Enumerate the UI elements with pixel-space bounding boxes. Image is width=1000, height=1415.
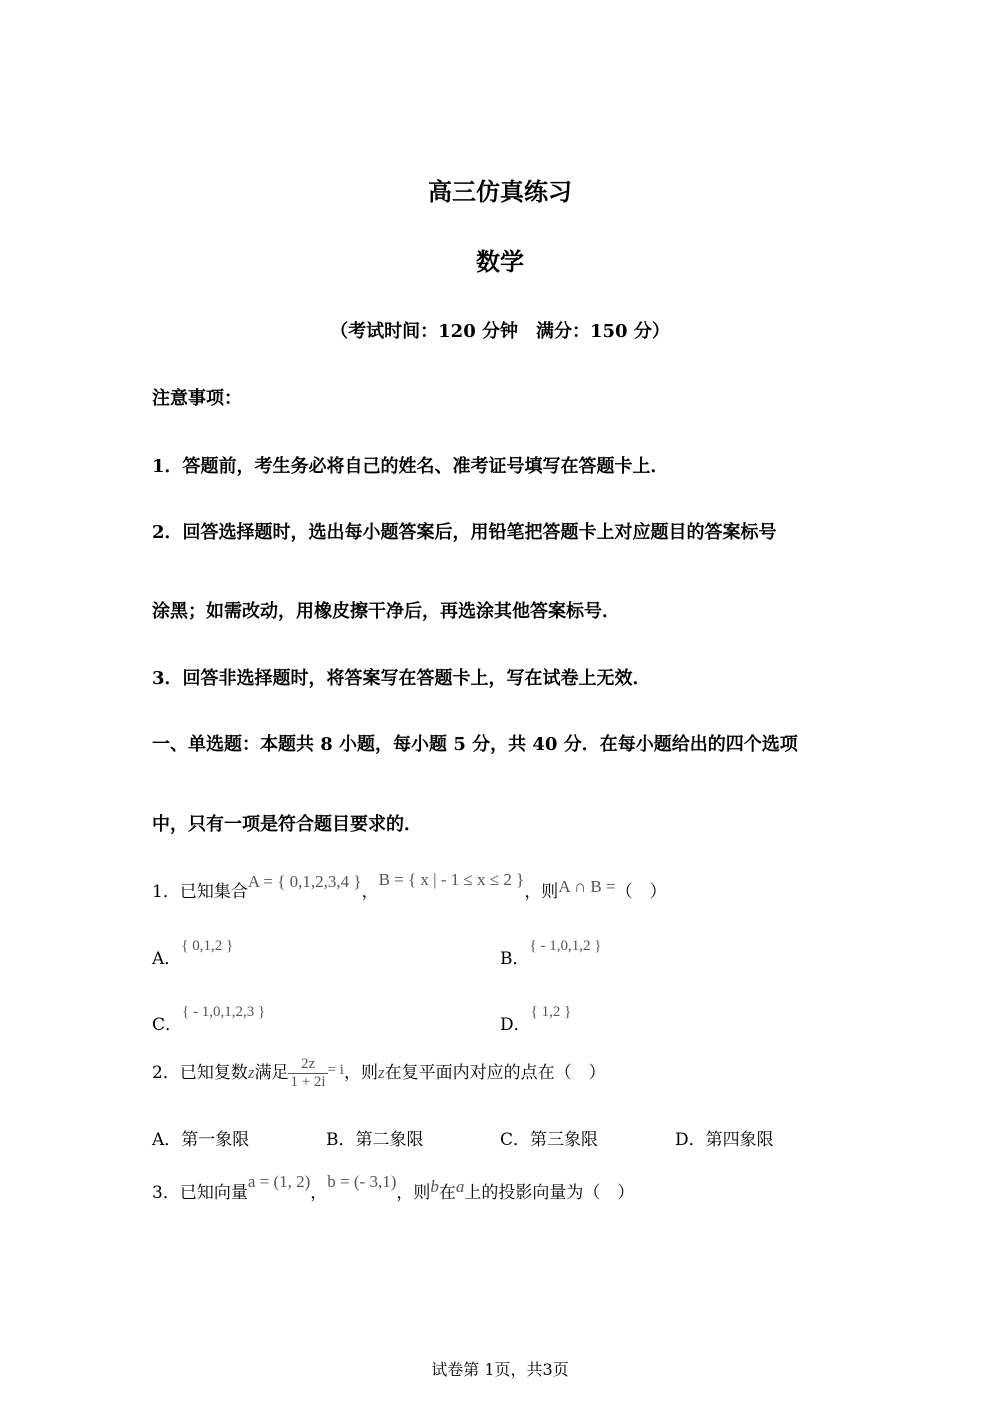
q1-option-c[interactable] <box>152 1004 266 1035</box>
answer-blank: （ ） <box>615 882 667 902</box>
intersection-formula: A ∩ B = <box>558 877 616 896</box>
section-heading-line-1: 一、单选题：本题共 8 小题，每小题 5 分，共 40 分．在每小题给出的四个选项 <box>152 734 798 755</box>
exam-info: （考试时间：120 分钟 满分：150 分） <box>330 321 670 342</box>
vector-b-formula: b = (- 3,1) <box>327 1172 397 1191</box>
on-text: 在 <box>438 1183 456 1203</box>
equals-i: = i <box>327 1062 344 1078</box>
notice-item-2-line-1: 2．回答选择题时，选出每小题答案后，用铅笔把答题卡上对应题目的答案标号 <box>152 522 777 543</box>
question-3-prefix: 3．已知向量 <box>152 1183 248 1203</box>
question-3 <box>152 1172 635 1203</box>
question-2 <box>152 1056 606 1091</box>
notice-item-1: 1．答题前，考生务必将自己的姓名、准考证号填写在答题卡上． <box>152 456 669 477</box>
q2-option-d[interactable]: D．第四象限 <box>675 1130 774 1150</box>
variable-z: z <box>377 1063 385 1082</box>
notice-heading: 注意事项： <box>152 388 242 409</box>
option-label: A． <box>152 949 182 969</box>
option-formula: { 1,2 } <box>530 1004 572 1020</box>
question-1 <box>152 870 667 902</box>
vector-b-symbol: b <box>430 1177 439 1196</box>
subject-title: 数学 <box>476 247 524 276</box>
then-text: ，则 <box>524 882 559 902</box>
q2-option-c[interactable]: C．第三象限 <box>500 1130 599 1150</box>
q2-option-a[interactable]: A．第一象限 <box>152 1130 250 1150</box>
separator: ， <box>310 1183 328 1203</box>
question-2-prefix: 2．已知复数 <box>152 1063 248 1083</box>
vector-a-symbol: a <box>455 1177 465 1196</box>
q1-option-b[interactable] <box>500 938 602 969</box>
then-text: ，则 <box>343 1063 378 1083</box>
exam-title: 高三仿真练习 <box>428 177 572 206</box>
option-formula: { - 1,0,1,2,3 } <box>182 1004 266 1020</box>
notice-item-2-line-2: 涂黑；如需改动，用橡皮擦干净后，再选涂其他答案标号． <box>152 601 620 622</box>
variable-z: z <box>247 1063 255 1082</box>
q1-option-d[interactable] <box>500 1004 572 1035</box>
satisfy-text: 满足 <box>254 1063 289 1083</box>
option-label: C． <box>152 1015 183 1035</box>
q1-option-a[interactable] <box>152 938 234 969</box>
option-formula: { - 1,0,1,2 } <box>529 938 602 954</box>
option-formula: { 0,1,2 } <box>181 938 234 954</box>
fraction-numerator: 2z <box>288 1056 327 1074</box>
option-label: B． <box>500 949 530 969</box>
page-footer: 试卷第 1页，共3页 <box>431 1360 569 1379</box>
notice-item-3: 3．回答非选择题时，将答案写在答题卡上，写在试卷上无效． <box>152 668 651 689</box>
question-2-suffix: 在复平面内对应的点在（ ） <box>384 1063 606 1083</box>
separator: ， <box>361 882 379 902</box>
q2-option-b[interactable]: B．第二象限 <box>326 1130 424 1150</box>
fraction-formula <box>288 1056 327 1091</box>
set-a-formula: A = { 0,1,2,3,4 } <box>247 872 362 891</box>
vector-a-formula: a = (1, 2) <box>247 1172 311 1191</box>
question-3-suffix: 上的投影向量为（ ） <box>464 1183 635 1203</box>
option-label: D． <box>500 1015 531 1035</box>
then-text: ，则 <box>396 1183 431 1203</box>
set-b-formula: B = { x | - 1 ≤ x ≤ 2 } <box>378 870 525 889</box>
fraction-denominator: 1 + 2i <box>290 1074 326 1090</box>
section-heading-line-2: 中，只有一项是符合题目要求的． <box>152 814 422 835</box>
question-1-prefix: 1．已知集合 <box>152 882 248 902</box>
